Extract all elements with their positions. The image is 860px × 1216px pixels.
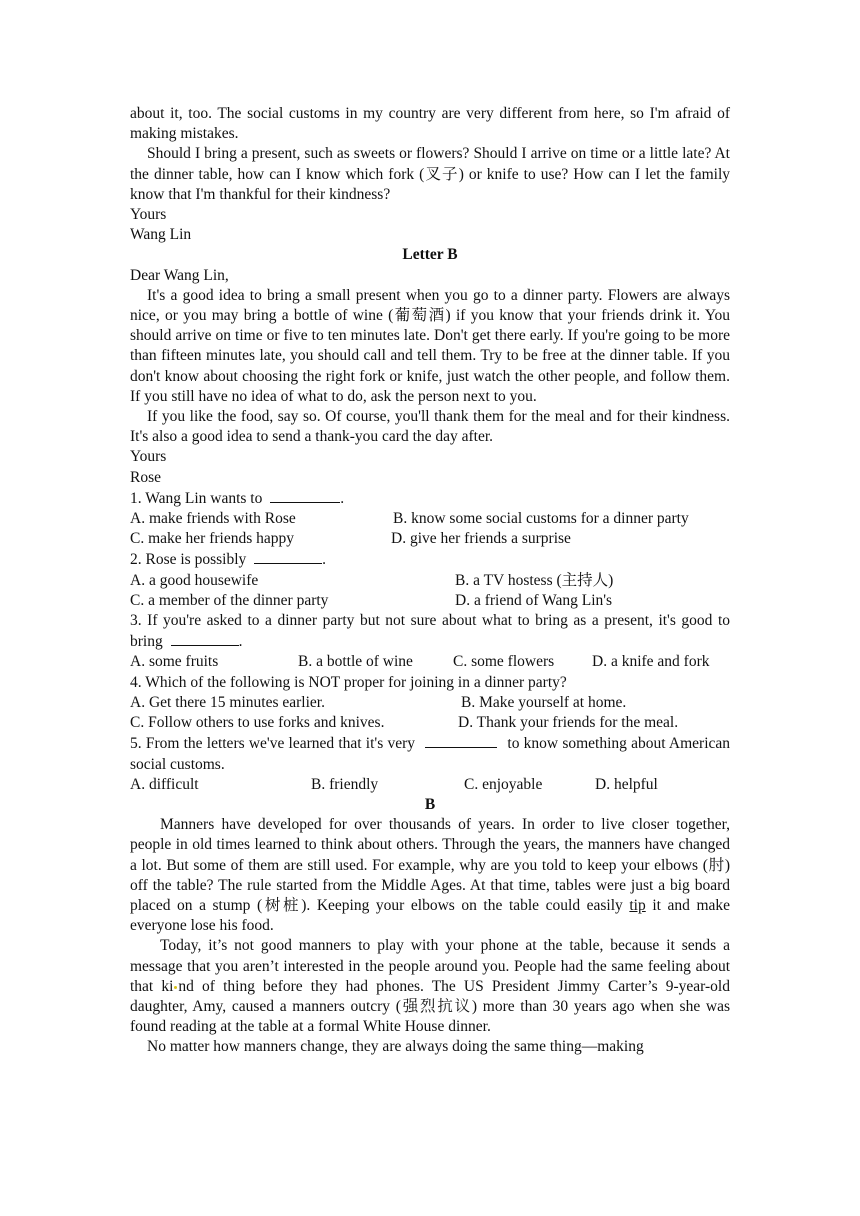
dot-mark xyxy=(174,986,177,989)
option: C. a member of the dinner party xyxy=(130,591,329,609)
option: B. a TV hostess (主持人) xyxy=(455,571,614,589)
option: C. some flowers xyxy=(453,653,555,671)
option: A. difficult xyxy=(130,775,199,793)
passage-b-paragraph-2: Today, it’s not good manners to play with your phone at the table, because it sends a message that you aren’t interested in the people around you. People had the same feeling about that ki nd of thing before they had phones. The US President Jimmy Carter’s 9-year-old daughter, Amy, caused a manners outcry (强烈抗议) more than 30 years ago when she was found reading at the table at a formal White House dinner. xyxy=(130,937,730,1036)
answer-blank xyxy=(254,549,322,564)
option: A. make friends with Rose xyxy=(130,510,296,528)
answer-blank xyxy=(171,631,239,646)
question-1-stem: 1. Wang Lin wants to . xyxy=(130,489,345,507)
option: B. a bottle of wine xyxy=(298,653,413,671)
letter-b-paragraph-2: If you like the food, say so. Of course, you'll thank them for the meal and for their kindness. It's also a good idea to send a thank-you card the day after. xyxy=(130,408,730,446)
letter-b-paragraph-1: It's a good idea to bring a small present when you go to a dinner party. Flowers are always nice, or you may bring a bottle of wine (葡萄酒) if you know that your friends drink it. You should arrive on time or five to ten minutes late. Don't get there early. If you're going to be more than fifteen minutes late, you should call and tell them. Try to be free at the dinner table. If you don't know about choosing the right fork or knife, just watch the other people, and follow them. If you still have no idea of what to do, ask the person next to you. xyxy=(130,286,730,405)
passage-b-paragraph-1: Manners have developed for over thousands of years. In order to live closer together, people in old times learned to think about others. Through the years, the manners have changed a lot. But some of them are still used. For example, why are you told to keep your elbows (肘) off the table? The rule started from the Middle Ages. At that time, tables were just a big board placed on a stump (树桩). Keeping your elbows on the table could easily tip it and make everyone lose his food. xyxy=(130,816,731,935)
letter-b-heading: Letter B xyxy=(402,246,458,264)
letter-b-closing: Yours xyxy=(130,448,167,466)
question-1-options-row-1 xyxy=(130,509,730,529)
question-1-options-row-2 xyxy=(130,529,730,549)
option: D. Thank your friends for the meal. xyxy=(458,714,679,732)
question-2-options-row-2 xyxy=(130,591,730,611)
option: D. a knife and fork xyxy=(592,653,710,671)
question-3-stem: 3. If you're asked to a dinner party but not sure about what to bring as a present, it's good to bring . xyxy=(130,612,730,651)
question-2-options-row-1 xyxy=(130,571,730,591)
answer-blank xyxy=(425,733,497,748)
question-5-stem: 5. From the letters we've learned that it's very to know something about American social customs. xyxy=(130,735,731,773)
document-page xyxy=(130,104,730,1058)
option: A. a good housewife xyxy=(130,571,259,589)
option: A. Get there 15 minutes earlier. xyxy=(130,693,325,711)
option: B. friendly xyxy=(311,775,379,793)
letter-a-paragraph-1: about it, too. The social customs in my country are very different from here, so I'm afraid of making mistakes. xyxy=(130,105,730,143)
question-5-options-row xyxy=(130,775,730,795)
letter-b-signature: Rose xyxy=(130,468,161,486)
letter-a-signature: Wang Lin xyxy=(130,226,192,244)
passage-b-heading: B xyxy=(424,795,436,813)
underlined-word: tip xyxy=(629,896,646,914)
letter-a-closing: Yours xyxy=(130,206,167,224)
option: A. some fruits xyxy=(130,653,219,671)
option: B. Make yourself at home. xyxy=(461,693,627,711)
option: D. give her friends a surprise xyxy=(391,530,571,548)
question-4-options-row-2 xyxy=(130,713,730,733)
option: D. a friend of Wang Lin's xyxy=(455,591,613,609)
option: D. helpful xyxy=(595,775,658,793)
option: C. enjoyable xyxy=(464,775,543,793)
letter-a-paragraph-2: Should I bring a present, such as sweets or flowers? Should I arrive on time or a little late? At the dinner table, how can I know which fork (叉子) or knife to use? How can I let the family know that I'm thankful for their kindness? xyxy=(130,145,730,203)
question-2-stem: 2. Rose is possibly . xyxy=(130,551,327,569)
option: C. make her friends happy xyxy=(130,530,294,548)
question-4-stem: 4. Which of the following is NOT proper for joining in a dinner party? xyxy=(130,673,567,691)
answer-blank xyxy=(270,488,340,503)
passage-b-paragraph-3: No matter how manners change, they are always doing the same thing—making xyxy=(147,1038,644,1056)
letter-b-greeting: Dear Wang Lin, xyxy=(130,266,229,284)
option: B. know some social customs for a dinner party xyxy=(393,510,689,528)
question-3-options-row xyxy=(130,652,730,672)
option: C. Follow others to use forks and knives. xyxy=(130,714,385,732)
question-4-options-row-1 xyxy=(130,693,730,713)
